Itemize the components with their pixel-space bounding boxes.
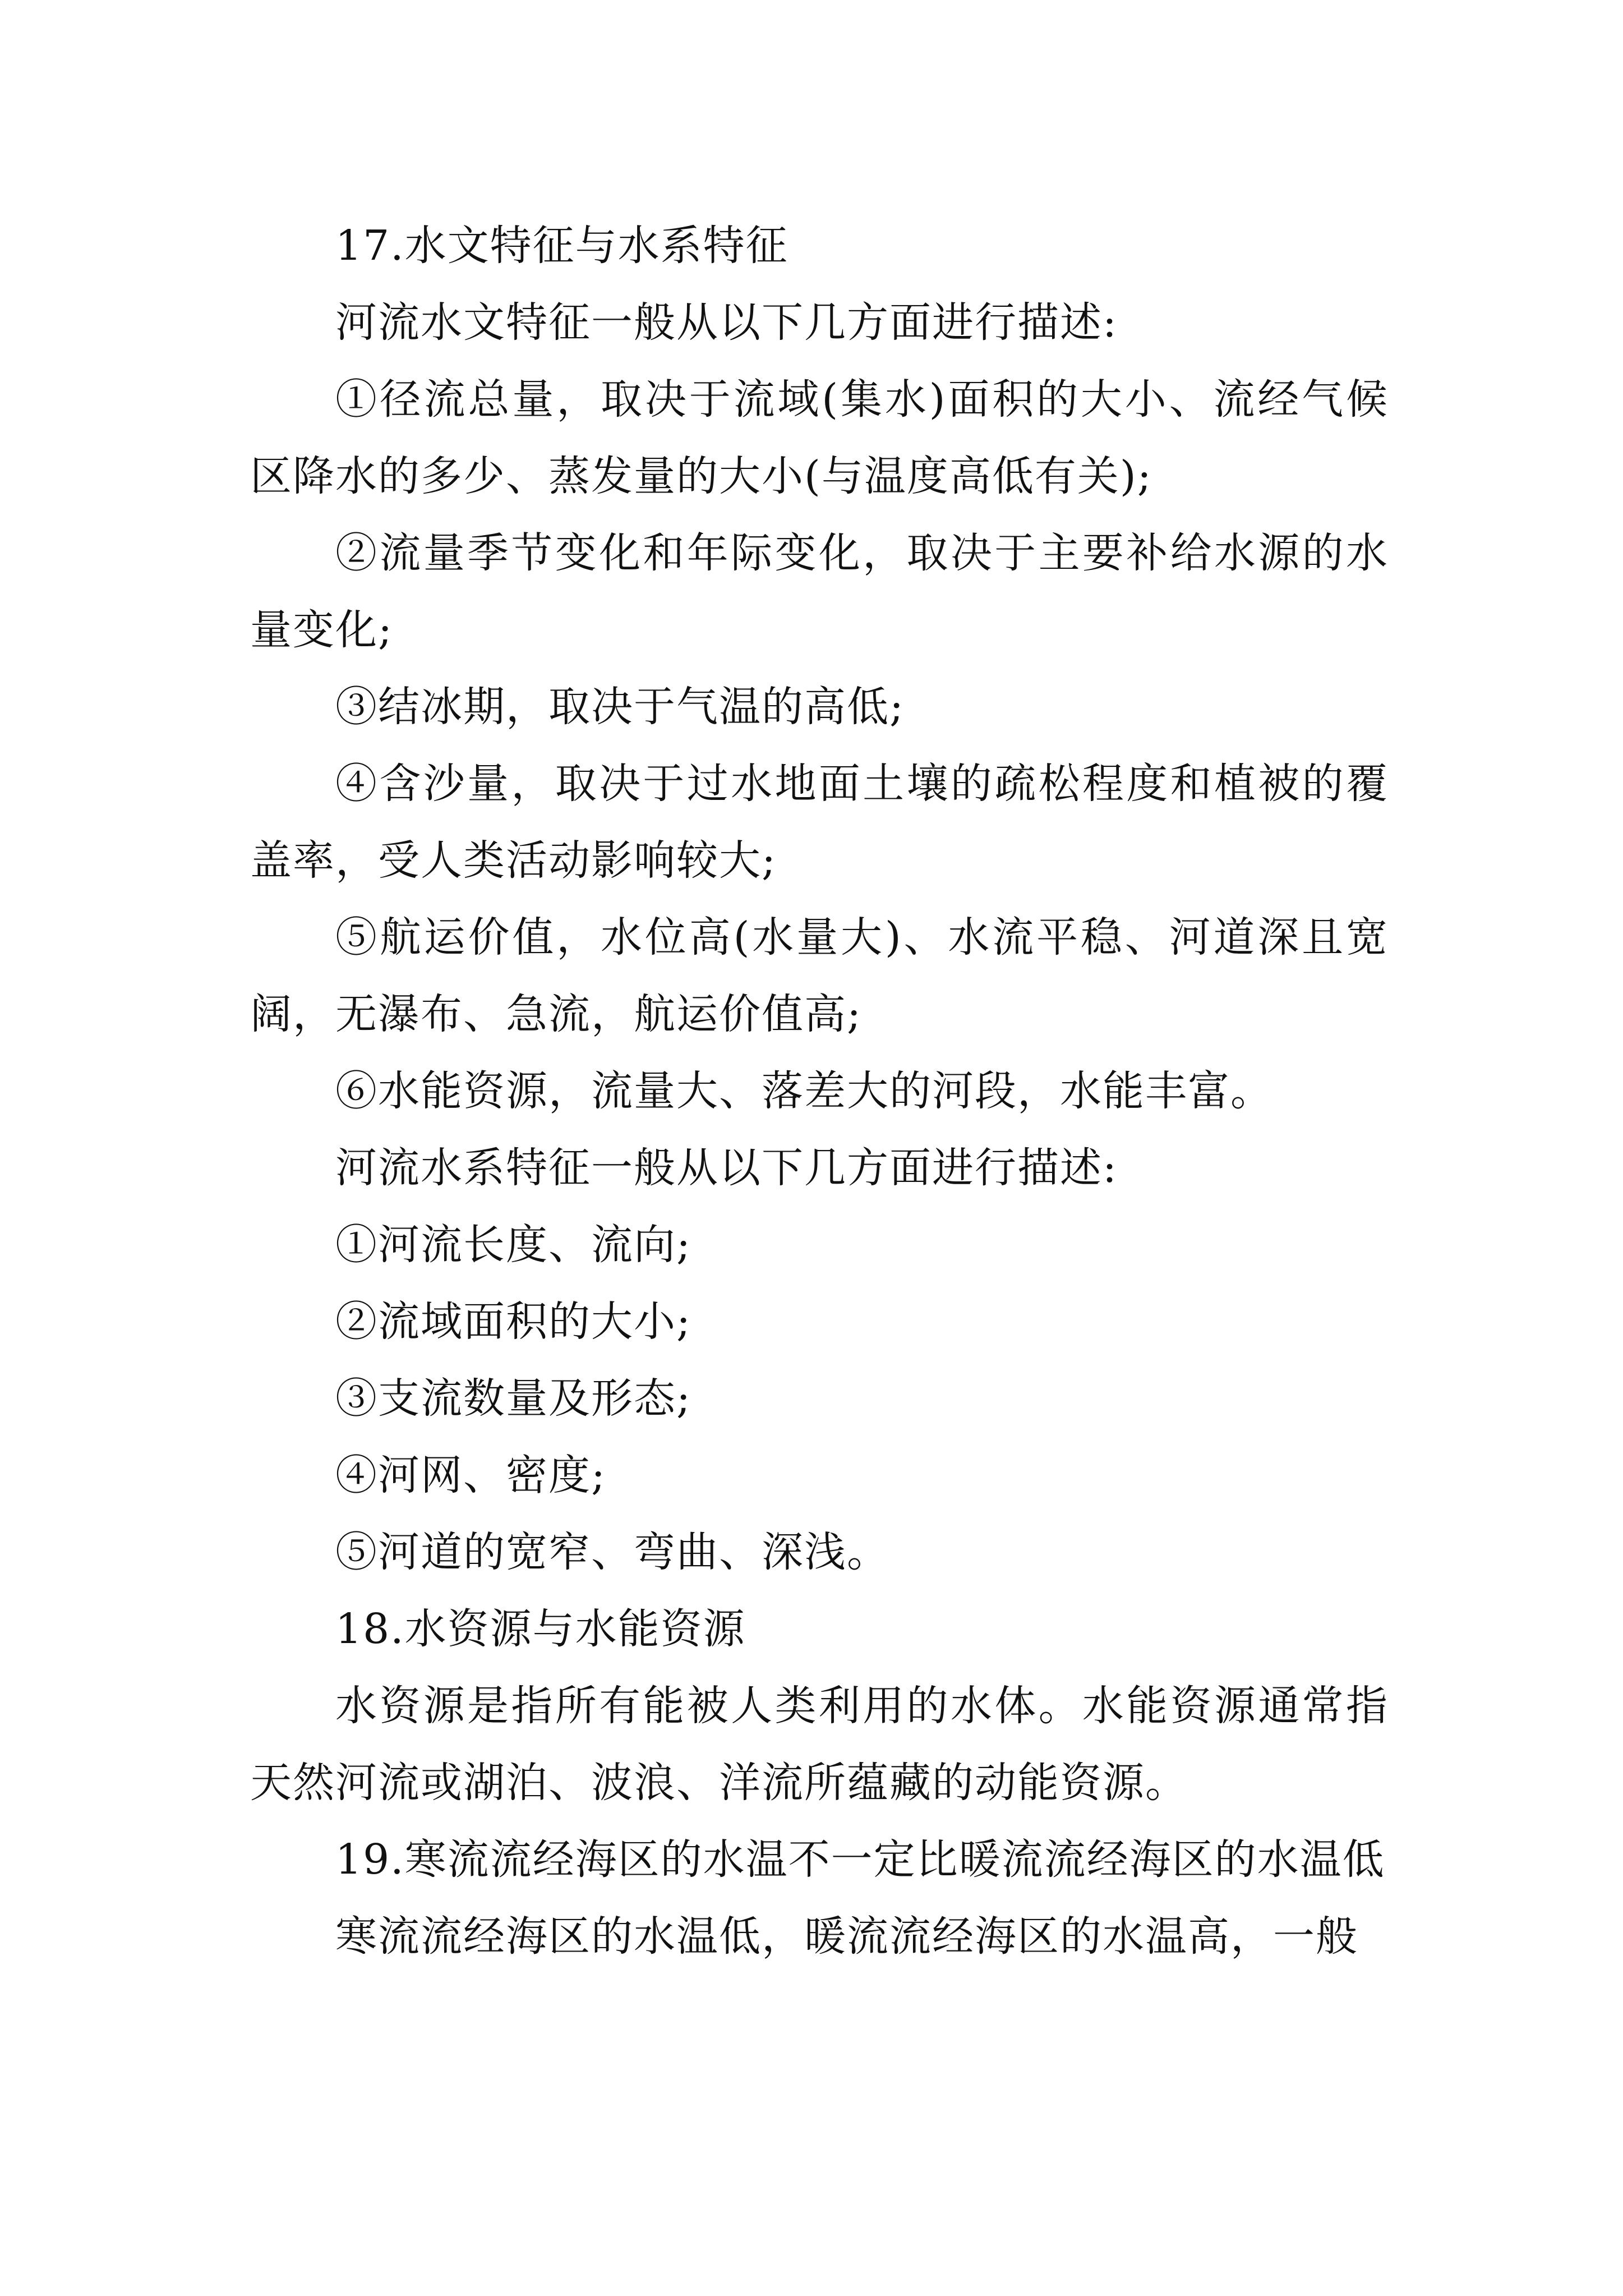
list-item-hydropower: ⑥水能资源，流量大、落差大的河段，水能丰富。 [335, 1067, 1273, 1115]
list-item-flow-variation: ②流量季节变化和年际变化，取决于主要补给水源的水量变化; [250, 529, 1389, 654]
paragraph-water-resources: 水资源是指所有能被人类利用的水体。水能资源通常指天然河流或湖泊、波浪、洋流所蕴藏的动能资源。 [250, 1682, 1389, 1807]
list-item-channel: ⑤河道的宽窄、弯曲、深浅。 [335, 1528, 889, 1576]
list-item-runoff: ①径流总量，取决于流域(集水)面积的大小、流经气候区降水的多少、蒸发量的大小(与温度高低有关); [250, 375, 1389, 500]
section-heading-19: 19.寒流流经海区的水温不一定比暖流流经海区的水温低 [335, 1835, 1385, 1884]
list-item-navigation: ⑤航运价值，水位高(水量大)、水流平稳、河道深且宽阔，无瀑布、急流，航运价值高; [250, 913, 1389, 1038]
paragraph-water-system-intro: 河流水系特征一般从以下几方面进行描述: [335, 1144, 1118, 1192]
list-item-sediment: ④含沙量，取决于过水地面土壤的疏松程度和植被的覆盖率，受人类活动影响较大; [250, 760, 1389, 885]
list-item-freezing: ③结冰期，取决于气温的高低; [335, 683, 905, 731]
list-item-tributaries: ③支流数量及形态; [335, 1374, 691, 1423]
document-body [250, 208, 1389, 1975]
list-item-length: ①河流长度、流向; [335, 1221, 691, 1269]
paragraph-currents: 寒流流经海区的水温低，暖流流经海区的水温高，一般 [335, 1912, 1358, 1961]
list-item-basin-area: ②流域面积的大小; [335, 1297, 691, 1346]
section-heading-17: 17.水文特征与水系特征 [335, 222, 789, 270]
list-item-network-density: ④河网、密度; [335, 1451, 606, 1499]
paragraph-hydrology-intro: 河流水文特征一般从以下几方面进行描述: [335, 298, 1118, 347]
section-heading-18: 18.水资源与水能资源 [335, 1605, 746, 1653]
